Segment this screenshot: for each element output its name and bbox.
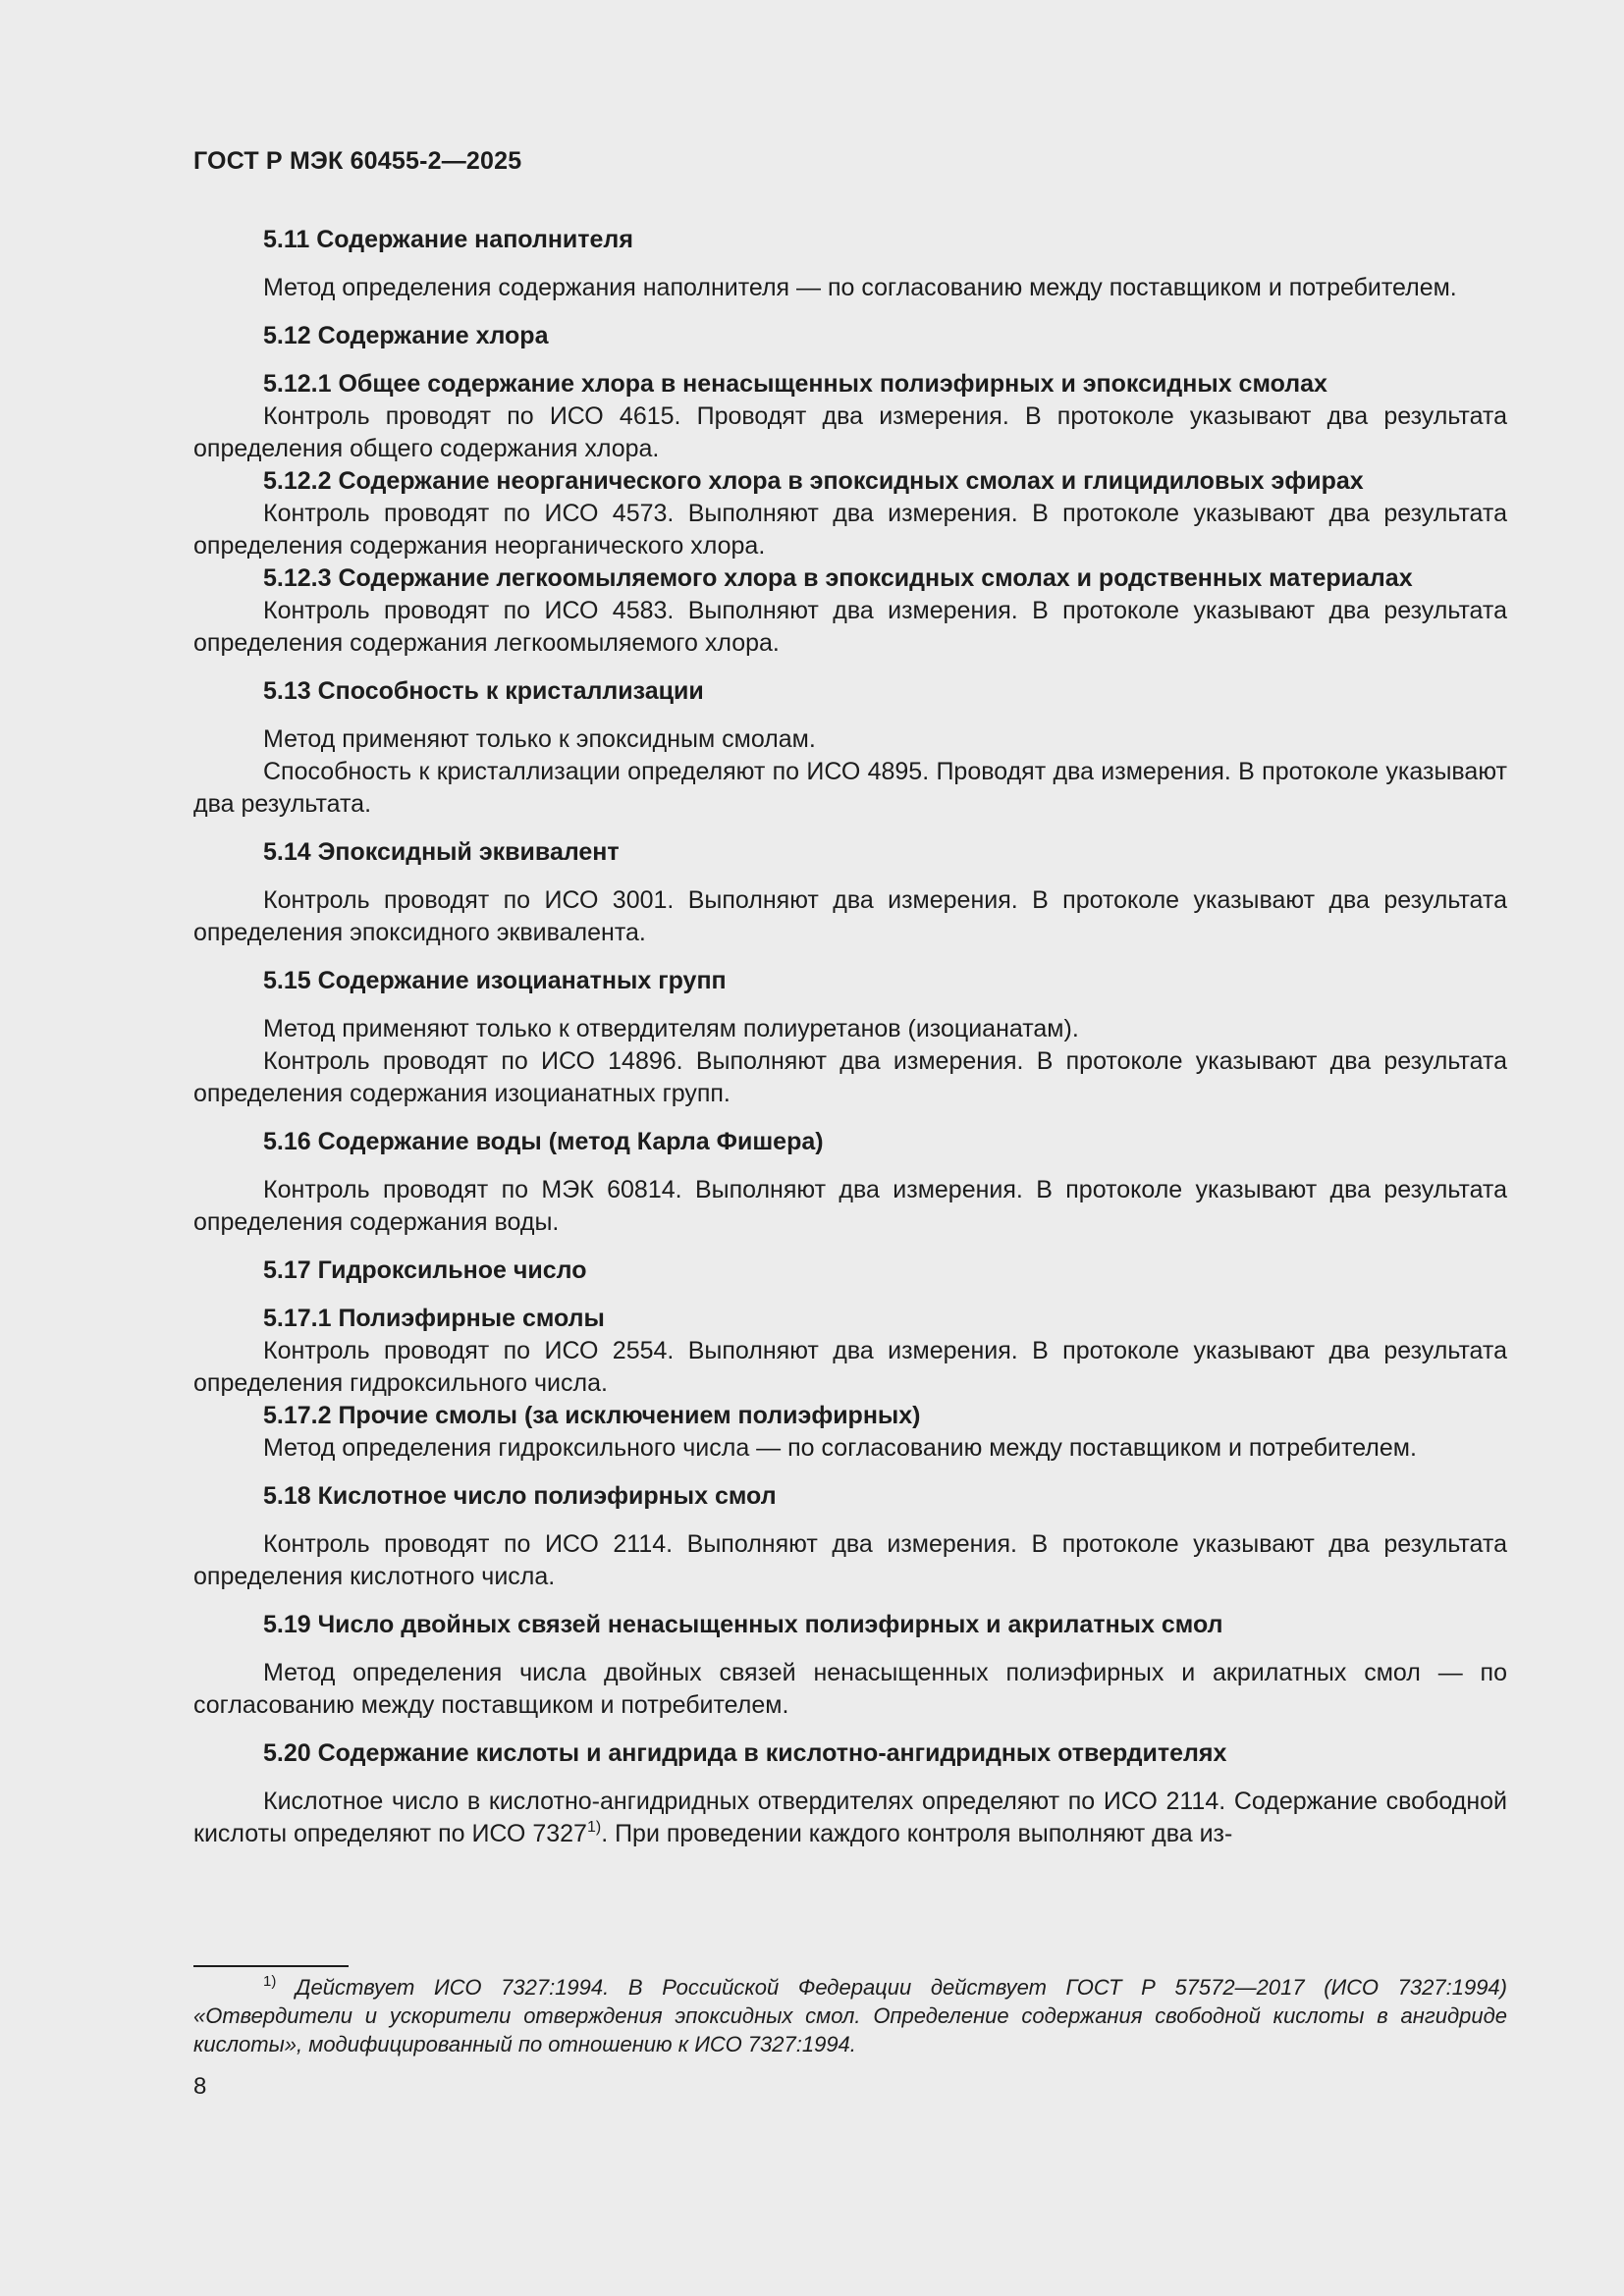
section-text-5-13-b: Способность к кристаллизации определяют по ИСО 4895. Проводят два измерения. В протоколе указывают два результата.: [193, 758, 1507, 818]
section-text-5-20-after: . При проведении каждого контроля выполняют два из-: [601, 1820, 1233, 1847]
section-heading-5-19: 5.19 Число двойных связей ненасыщенных полиэфирных и акрилатных смол: [263, 1611, 1223, 1638]
section-text-5-13-a: Метод применяют только к эпоксидным смолам.: [263, 725, 816, 753]
document-header: ГОСТ Р МЭК 60455-2—2025: [193, 147, 522, 175]
section-heading-5-13: 5.13 Способность к кристаллизации: [263, 677, 704, 705]
section-text-5-14: Контроль проводят по ИСО 3001. Выполняют два измерения. В протоколе указывают два результата определения эпоксидного эквивалента.: [193, 886, 1507, 946]
section-heading-5-17-2: 5.17.2 Прочие смолы (за исключением полиэфирных): [263, 1402, 921, 1429]
section-heading-5-17-1: 5.17.1 Полиэфирные смолы: [263, 1305, 605, 1332]
section-text-5-12-3: Контроль проводят по ИСО 4583. Выполняют два измерения. В протоколе указывают два результата определения содержания легкоомыляемого хлора.: [193, 597, 1507, 657]
footnote-reference: 1): [586, 1818, 602, 1836]
section-text-5-20-before: Кислотное число в кислотно-ангидридных отвердителях определяют по ИСО 2114. Содержание свободной кислоты определяют по ИСО 7327: [193, 1788, 1507, 1847]
section-text-5-20: [193, 1786, 1507, 1850]
section-heading-5-17: 5.17 Гидроксильное число: [263, 1256, 587, 1284]
section-heading-5-12-1: 5.12.1 Общее содержание хлора в ненасыщенных полиэфирных и эпоксидных смолах: [263, 370, 1327, 398]
section-text-5-17-1: Контроль проводят по ИСО 2554. Выполняют два измерения. В протоколе указывают два результата определения гидроксильного числа.: [193, 1337, 1507, 1397]
footnote-text: Действует ИСО 7327:1994. В Российской Федерации действует ГОСТ Р 57572—2017 (ИСО 7327:1994) «Отвердители и ускорители отверждения эпоксидных смол. Определение содержания свободной кислоты в ангидриде кислоты», модифицированный по отношению к ИСО 7327:1994.: [193, 1975, 1507, 2056]
section-heading-5-12-3: 5.12.3 Содержание легкоомыляемого хлора в эпоксидных смолах и родственных материалах: [263, 564, 1413, 592]
section-text-5-18: Контроль проводят по ИСО 2114. Выполняют два измерения. В протоколе указывают два результата определения кислотного числа.: [193, 1530, 1507, 1590]
section-heading-5-20: 5.20 Содержание кислоты и ангидрида в кислотно-ангидридных отвердителях: [263, 1739, 1227, 1767]
footnote: [193, 1973, 1507, 2058]
section-heading-5-16: 5.16 Содержание воды (метод Карла Фишера): [263, 1128, 824, 1155]
section-text-5-16: Контроль проводят по МЭК 60814. Выполняют два измерения. В протоколе указывают два результата определения содержания воды.: [193, 1176, 1507, 1236]
footnote-marker: 1): [263, 1972, 277, 1990]
section-text-5-15-a: Метод применяют только к отвердителям полиуретанов (изоцианатам).: [263, 1015, 1079, 1042]
section-text-5-12-1: Контроль проводят по ИСО 4615. Проводят два измерения. В протоколе указывают два результата определения общего содержания хлора.: [193, 402, 1507, 462]
section-text-5-19: Метод определения числа двойных связей ненасыщенных полиэфирных и акрилатных смол — по согласованию между поставщиком и потребителем.: [193, 1659, 1507, 1719]
section-heading-5-11: 5.11 Содержание наполнителя: [263, 226, 633, 253]
section-heading-5-12: 5.12 Содержание хлора: [263, 322, 549, 349]
section-heading-5-18: 5.18 Кислотное число полиэфирных смол: [263, 1482, 777, 1510]
section-heading-5-15: 5.15 Содержание изоцианатных групп: [263, 967, 727, 994]
footnote-divider: [193, 1965, 349, 1967]
section-text-5-12-2: Контроль проводят по ИСО 4573. Выполняют два измерения. В протоколе указывают два результата определения содержания неорганического хлора.: [193, 500, 1507, 560]
section-heading-5-14: 5.14 Эпоксидный эквивалент: [263, 838, 620, 866]
page-number: 8: [193, 2073, 207, 2100]
section-text-5-17-2: Метод определения гидроксильного числа — по согласованию между поставщиком и потребителем.: [263, 1434, 1417, 1462]
section-heading-5-12-2: 5.12.2 Содержание неорганического хлора в эпоксидных смолах и глицидиловых эфирах: [263, 467, 1364, 495]
document-body: [193, 224, 1507, 1850]
section-text-5-15-b: Контроль проводят по ИСО 14896. Выполняют два измерения. В протоколе указывают два результата определения содержания изоцианатных групп.: [193, 1047, 1507, 1107]
section-text-5-11: Метод определения содержания наполнителя — по согласованию между поставщиком и потребителем.: [263, 274, 1457, 301]
